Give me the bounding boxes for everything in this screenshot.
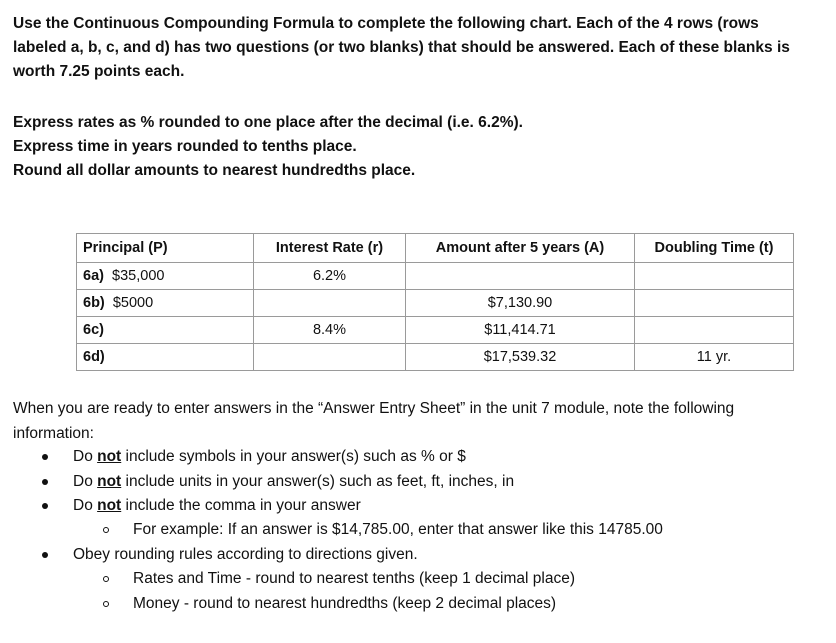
header-doubling-time: Doubling Time (t)	[635, 234, 794, 263]
cell-amount	[406, 263, 635, 290]
cell-doubling-time: 11 yr.	[635, 344, 794, 371]
list-item: Do not include symbols in your answer(s) such as % or $	[73, 448, 466, 465]
cell-rate: 6.2%	[254, 263, 406, 290]
cell-doubling-time	[635, 317, 794, 344]
row-label: 6c)	[83, 322, 104, 338]
list-item: For example: If an answer is $14,785.00, enter that answer like this 14785.00	[133, 521, 663, 538]
cell-rate: 8.4%	[254, 317, 406, 344]
cell-rate	[254, 344, 406, 371]
cell-amount: $11,414.71	[406, 317, 635, 344]
rounding-rules	[13, 111, 803, 183]
compounding-chart	[76, 233, 794, 371]
bullet-icon	[42, 479, 48, 485]
header-rate: Interest Rate (r)	[254, 234, 406, 263]
rule-time: Express time in years rounded to tenths place.	[13, 138, 357, 155]
cell-doubling-time	[635, 290, 794, 317]
list-item: Money - round to nearest hundredths (keep 2 decimal places)	[133, 595, 557, 612]
answer-entry-note: When you are ready to enter answers in the “Answer Entry Sheet” in the unit 7 module, note the following information:	[13, 400, 735, 442]
sub-bullet-icon	[103, 576, 109, 582]
cell-principal	[77, 263, 254, 290]
rule-dollars: Round all dollar amounts to nearest hundredths place.	[13, 162, 416, 179]
sub-bullet-icon	[103, 527, 109, 533]
cell-doubling-time	[635, 263, 794, 290]
list-item: Do not include the comma in your answer	[73, 497, 361, 514]
list-item: Rates and Time - round to nearest tenths (keep 1 decimal place)	[133, 570, 575, 587]
cell-principal	[77, 344, 254, 371]
table-row	[77, 317, 794, 344]
cell-principal	[77, 317, 254, 344]
bullet-icon	[42, 503, 48, 509]
emphasis-not: not	[97, 497, 122, 514]
list-item: Do not include units in your answer(s) such as feet, ft, inches, in	[73, 473, 515, 490]
bullet-icon	[42, 454, 48, 460]
principal-value: $5000	[112, 295, 154, 311]
rule-rates: Express rates as % rounded to one place after the decimal (i.e. 6.2%).	[13, 114, 523, 131]
table-row	[77, 290, 794, 317]
cell-amount: $17,539.32	[406, 344, 635, 371]
principal-value: $35,000	[112, 268, 165, 284]
cell-amount: $7,130.90	[406, 290, 635, 317]
list-item: Obey rounding rules according to directions given.	[73, 546, 418, 563]
instructions-paragraph: Use the Continuous Compounding Formula to complete the following chart. Each of the 4 rows (rows labeled a, b, c, and d) has two questions (or two blanks) that should be answered. Each of these blanks is worth 7.25 points each.	[13, 15, 790, 80]
row-label: 6a)	[83, 268, 104, 284]
cell-rate	[254, 290, 406, 317]
cell-principal	[77, 290, 254, 317]
emphasis-not: not	[97, 448, 122, 465]
header-principal: Principal (P)	[77, 234, 254, 263]
header-amount: Amount after 5 years (A)	[406, 234, 635, 263]
table-row	[77, 263, 794, 290]
sub-bullet-icon	[103, 601, 109, 607]
bullet-icon	[42, 552, 48, 558]
row-label: 6b)	[83, 295, 105, 311]
row-label: 6d)	[83, 349, 105, 365]
table-header-row	[77, 234, 794, 263]
emphasis-not: not	[97, 473, 122, 490]
table-row	[77, 344, 794, 371]
